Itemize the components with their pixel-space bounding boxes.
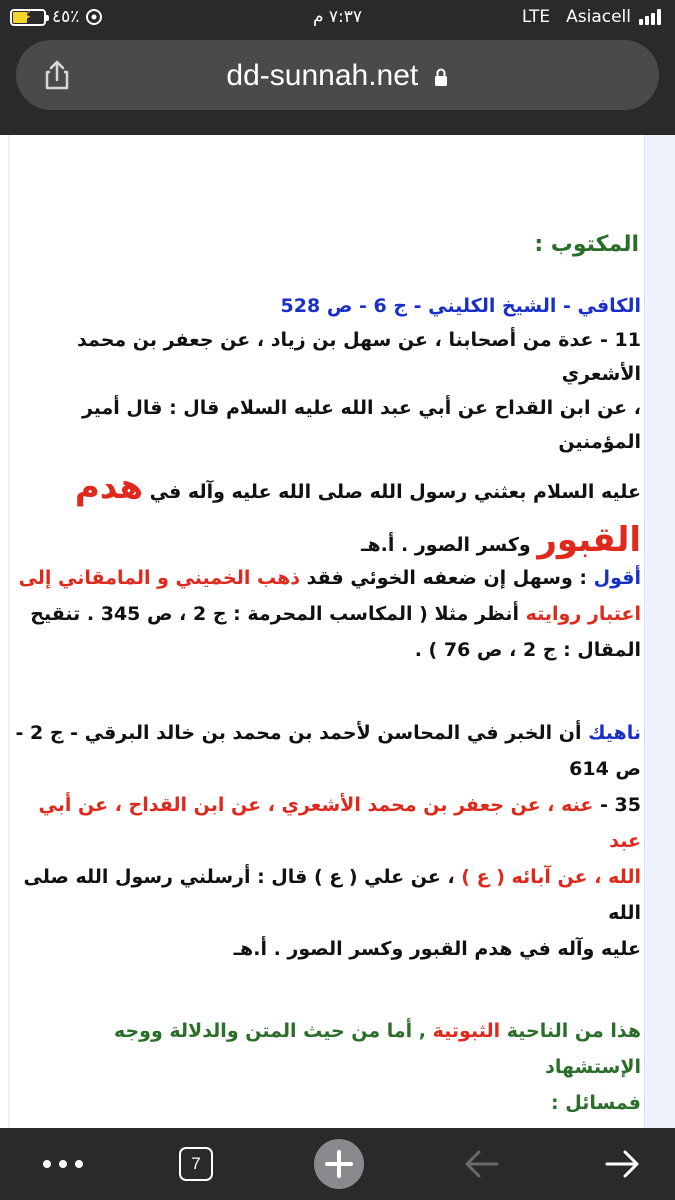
carrier-name: Asiacell bbox=[566, 7, 631, 27]
new-tab-icon bbox=[314, 1139, 364, 1189]
tabs-icon: 7 bbox=[179, 1147, 213, 1181]
article-heading: المكتوب : bbox=[534, 232, 639, 257]
comment-text: : وسهل إن ضعفه الخوئي فقد bbox=[306, 567, 588, 589]
comment-label: أقول bbox=[593, 567, 641, 589]
comment-aqool bbox=[14, 560, 641, 668]
battery-percent: ٤٥٪ bbox=[52, 7, 80, 27]
quote-line bbox=[14, 465, 641, 514]
back-button[interactable] bbox=[448, 1128, 514, 1200]
comment-line: عليه وآله في هدم القبور وكسر الصور . أ.هـ bbox=[233, 938, 641, 960]
quote-kafi bbox=[14, 289, 641, 571]
comment-line bbox=[14, 715, 641, 751]
url-text: dd-sunnah.net bbox=[226, 59, 419, 92]
comment-nahik bbox=[14, 715, 641, 967]
new-tab-button[interactable] bbox=[306, 1128, 372, 1200]
signal-icon bbox=[639, 9, 661, 25]
conclusion-line bbox=[14, 1013, 641, 1085]
quote-text: وكسر الصور . أ.هـ bbox=[361, 534, 531, 556]
clock: ٧:٣٧ م bbox=[312, 7, 363, 27]
comment-line: ص 614 bbox=[569, 758, 641, 780]
conclusion-text: هذا من الناحية bbox=[506, 1020, 641, 1042]
carrier-group bbox=[522, 7, 661, 27]
conclusion-text: , أما من حيث المتن والدلالة ووجه الإستشهاد bbox=[113, 1020, 641, 1078]
highlight-text: ذهب الخميني و المامقاني إلى bbox=[18, 567, 300, 589]
highlight-text: اعتبار روايته bbox=[525, 603, 641, 625]
highlight-text: عنه ، عن جعفر بن محمد الأشعري ، عن ابن القداح ، عن أبي عبد bbox=[38, 794, 641, 852]
quote-line: ، عن ابن القداح عن أبي عبد الله عليه السلام قال : قال أمير المؤمنين bbox=[81, 397, 641, 453]
page-left-border bbox=[8, 135, 10, 1128]
more-icon bbox=[41, 1159, 85, 1169]
lock-icon bbox=[433, 67, 449, 87]
conclusion bbox=[14, 1013, 641, 1121]
hadith-number: 35 - bbox=[600, 794, 641, 816]
address-bar[interactable] bbox=[16, 40, 659, 110]
comment-text: أنظر مثلا ( المكاسب المحرمة : ج 2 ، ص 345 . تنقيح bbox=[30, 603, 519, 625]
comment-line bbox=[14, 787, 641, 859]
back-icon bbox=[461, 1148, 501, 1180]
highlight-word: هدم bbox=[74, 467, 144, 507]
highlight-text: الثبوتية bbox=[432, 1020, 501, 1042]
browser-toolbar bbox=[0, 36, 675, 135]
battery-icon: ⚡ bbox=[10, 9, 46, 26]
comment-text: ، عن علي ( ع ) قال : أرسلني رسول الله صلى الله bbox=[23, 866, 641, 924]
comment-line: المقال : ج 2 ، ص 76 ) . bbox=[414, 639, 641, 661]
more-button[interactable] bbox=[30, 1128, 96, 1200]
network-type: LTE bbox=[521, 7, 551, 27]
quote-text: عليه السلام بعثني رسول الله صلى الله عليه وآله في bbox=[149, 481, 641, 503]
highlight-text: الله ، عن آبائه ( ع ) bbox=[461, 866, 641, 888]
comment-line bbox=[14, 560, 641, 596]
page-right-margin bbox=[644, 135, 675, 1128]
status-bar bbox=[0, 0, 675, 36]
comment-text: أن الخبر في المحاسن لأحمد بن محمد بن خالد البرقي - ج 2 - bbox=[15, 722, 582, 744]
comment-label: ناهيك bbox=[588, 722, 641, 744]
url-display[interactable] bbox=[16, 59, 659, 93]
comment-line bbox=[14, 596, 641, 632]
forward-button[interactable] bbox=[590, 1128, 656, 1200]
quote-line: 11 - عدة من أصحابنا ، عن سهل بن زياد ، عن جعفر بن محمد الأشعري bbox=[77, 329, 641, 385]
browser-bottom-bar bbox=[0, 1128, 675, 1200]
tabs-button[interactable] bbox=[163, 1128, 229, 1200]
conclusion-line: فمسائل : bbox=[551, 1092, 641, 1114]
highlight-word: القبور bbox=[537, 520, 641, 560]
web-page[interactable] bbox=[0, 135, 675, 1128]
comment-line bbox=[14, 859, 641, 931]
forward-icon bbox=[603, 1148, 643, 1180]
source-citation: الكافي - الشيخ الكليني - ج 6 - ص 528 bbox=[280, 295, 641, 317]
